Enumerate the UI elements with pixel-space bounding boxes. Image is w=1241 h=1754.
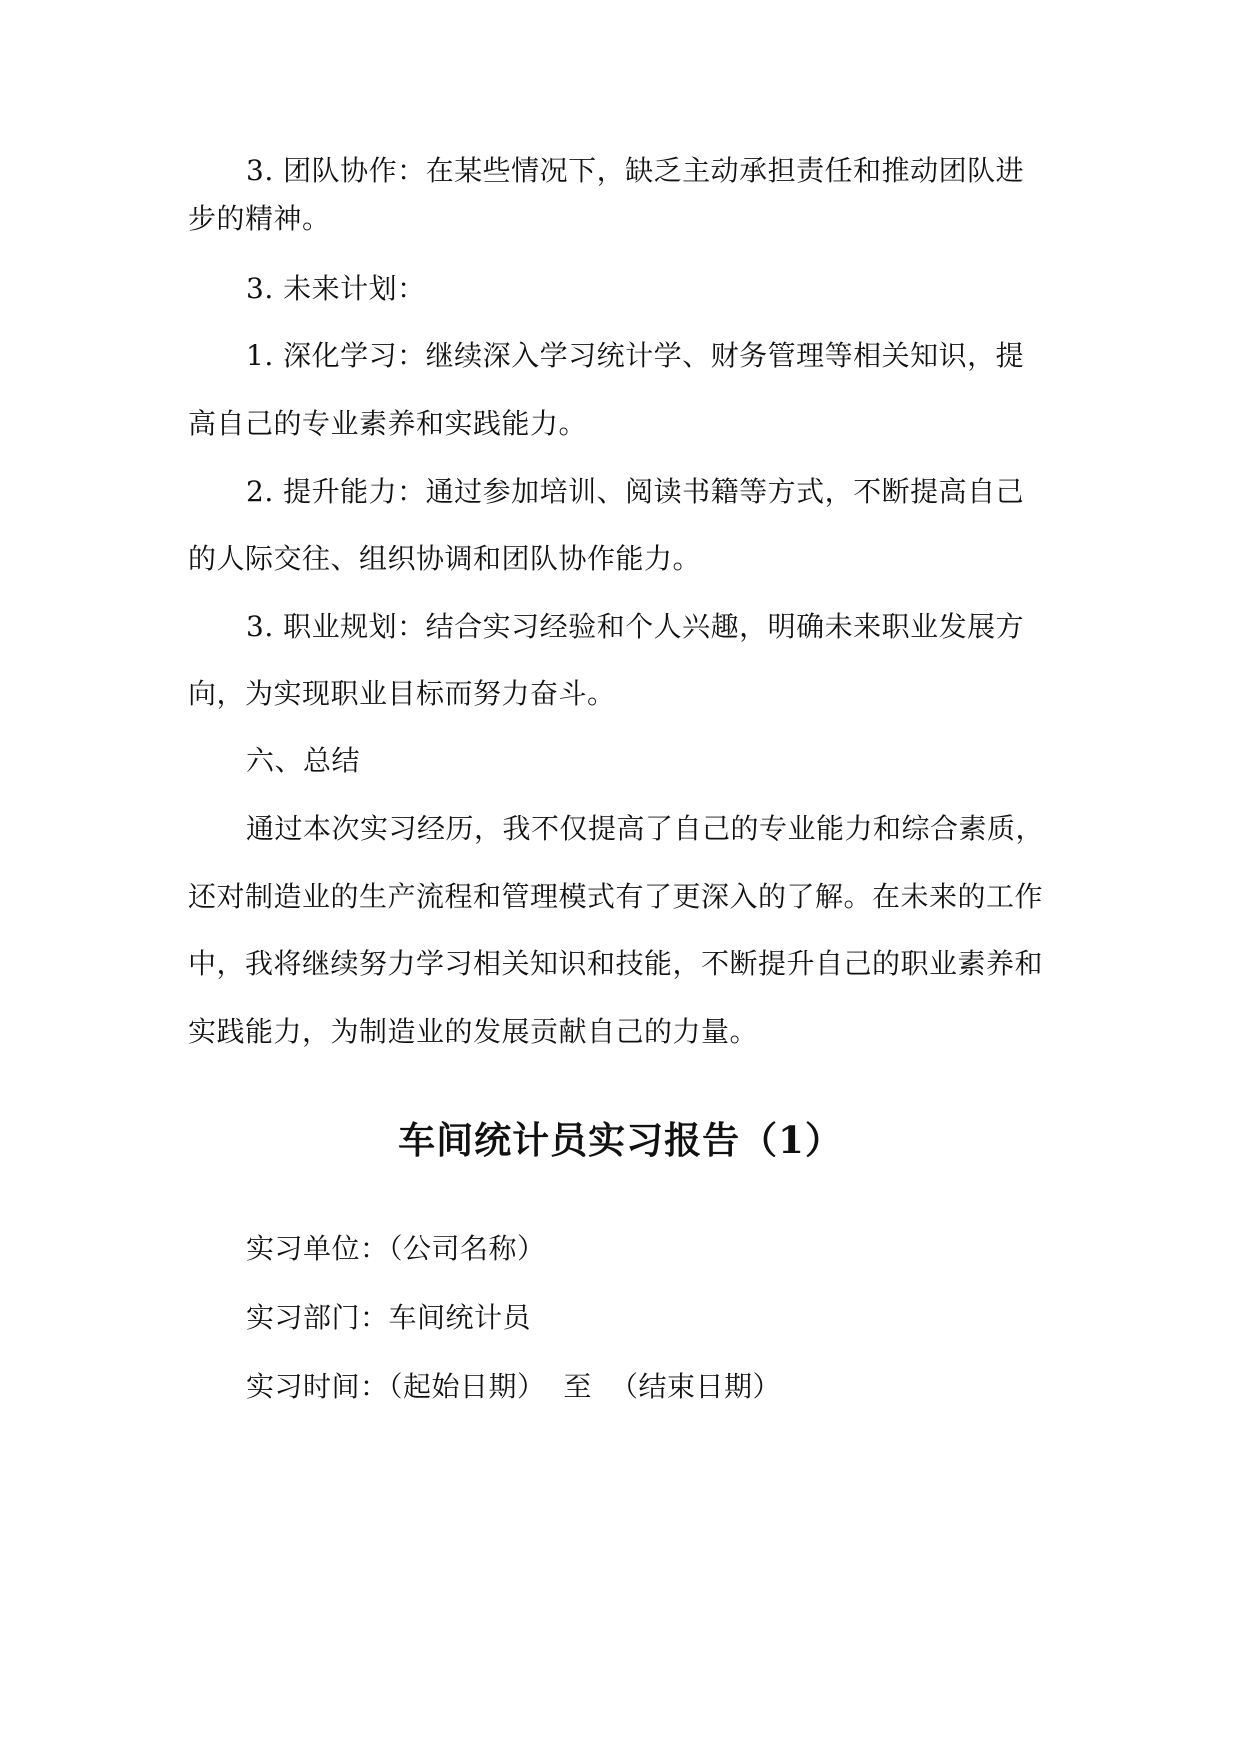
- text-line: 的人际交往、组织协调和团队协作能力。: [188, 542, 702, 575]
- report-unit: 实习单位：（公司名称）: [246, 1232, 546, 1265]
- heading-future-plan: [188, 251, 1068, 327]
- text-line: 3. 未来计划：: [246, 272, 426, 305]
- report-department: 实习部门：车间统计员: [246, 1301, 532, 1334]
- text-line: 中，我将继续努力学习相关知识和技能，不断提升自己的职业素养和: [188, 947, 1044, 980]
- paragraph-summary-cont-2: [188, 926, 1068, 1002]
- report-time-to: 至: [563, 1370, 593, 1403]
- paragraph-summary-cont-3: [188, 994, 1068, 1070]
- text-line: 2. 提升能力：通过参加培训、阅读书籍等方式，不断提高自己: [246, 475, 1025, 508]
- report-time-end: （结束日期）: [610, 1370, 782, 1403]
- paragraph-career-plan-cont: [188, 656, 1068, 732]
- report-time-start: 实习时间：（起始日期）: [246, 1370, 546, 1403]
- paragraph-deepen-learning-cont: [188, 386, 1068, 462]
- paragraph-teamwork-cont: [188, 181, 1068, 257]
- text-line: 六、总结: [246, 744, 361, 777]
- text-line: 3. 团队协作：在某些情况下，缺乏主动承担责任和推动团队进: [246, 154, 1025, 187]
- text-line: 实践能力，为制造业的发展贡献自己的力量。: [188, 1015, 759, 1048]
- report-time: [246, 1362, 781, 1412]
- paragraph-improve-ability: [188, 454, 1068, 530]
- paragraph-deepen-learning: [188, 318, 1068, 394]
- text-line: 向，为实现职业目标而努力奋斗。: [188, 677, 616, 710]
- text-line: 1. 深化学习：继续深入学习统计学、财务管理等相关知识，提: [246, 339, 1025, 372]
- report-title: 车间统计员实习报告（1）: [398, 1118, 843, 1162]
- paragraph-summary-cont-1: [188, 859, 1068, 935]
- text-line: 步的精神。: [188, 202, 331, 235]
- text-line: 3. 职业规划：结合实习经验和个人兴趣，明确未来职业发展方: [246, 610, 1025, 643]
- text-line: 高自己的专业素养和实践能力。: [188, 407, 588, 440]
- text-line: 还对制造业的生产流程和管理模式有了更深入的了解。在未来的工作: [188, 880, 1044, 913]
- text-line: 通过本次实习经历，我不仅提高了自己的专业能力和综合素质，: [246, 812, 1045, 845]
- paragraph-improve-ability-cont: [188, 521, 1068, 597]
- heading-summary: [188, 723, 1068, 799]
- paragraph-summary: [188, 791, 1068, 867]
- paragraph-career-plan: [188, 589, 1068, 665]
